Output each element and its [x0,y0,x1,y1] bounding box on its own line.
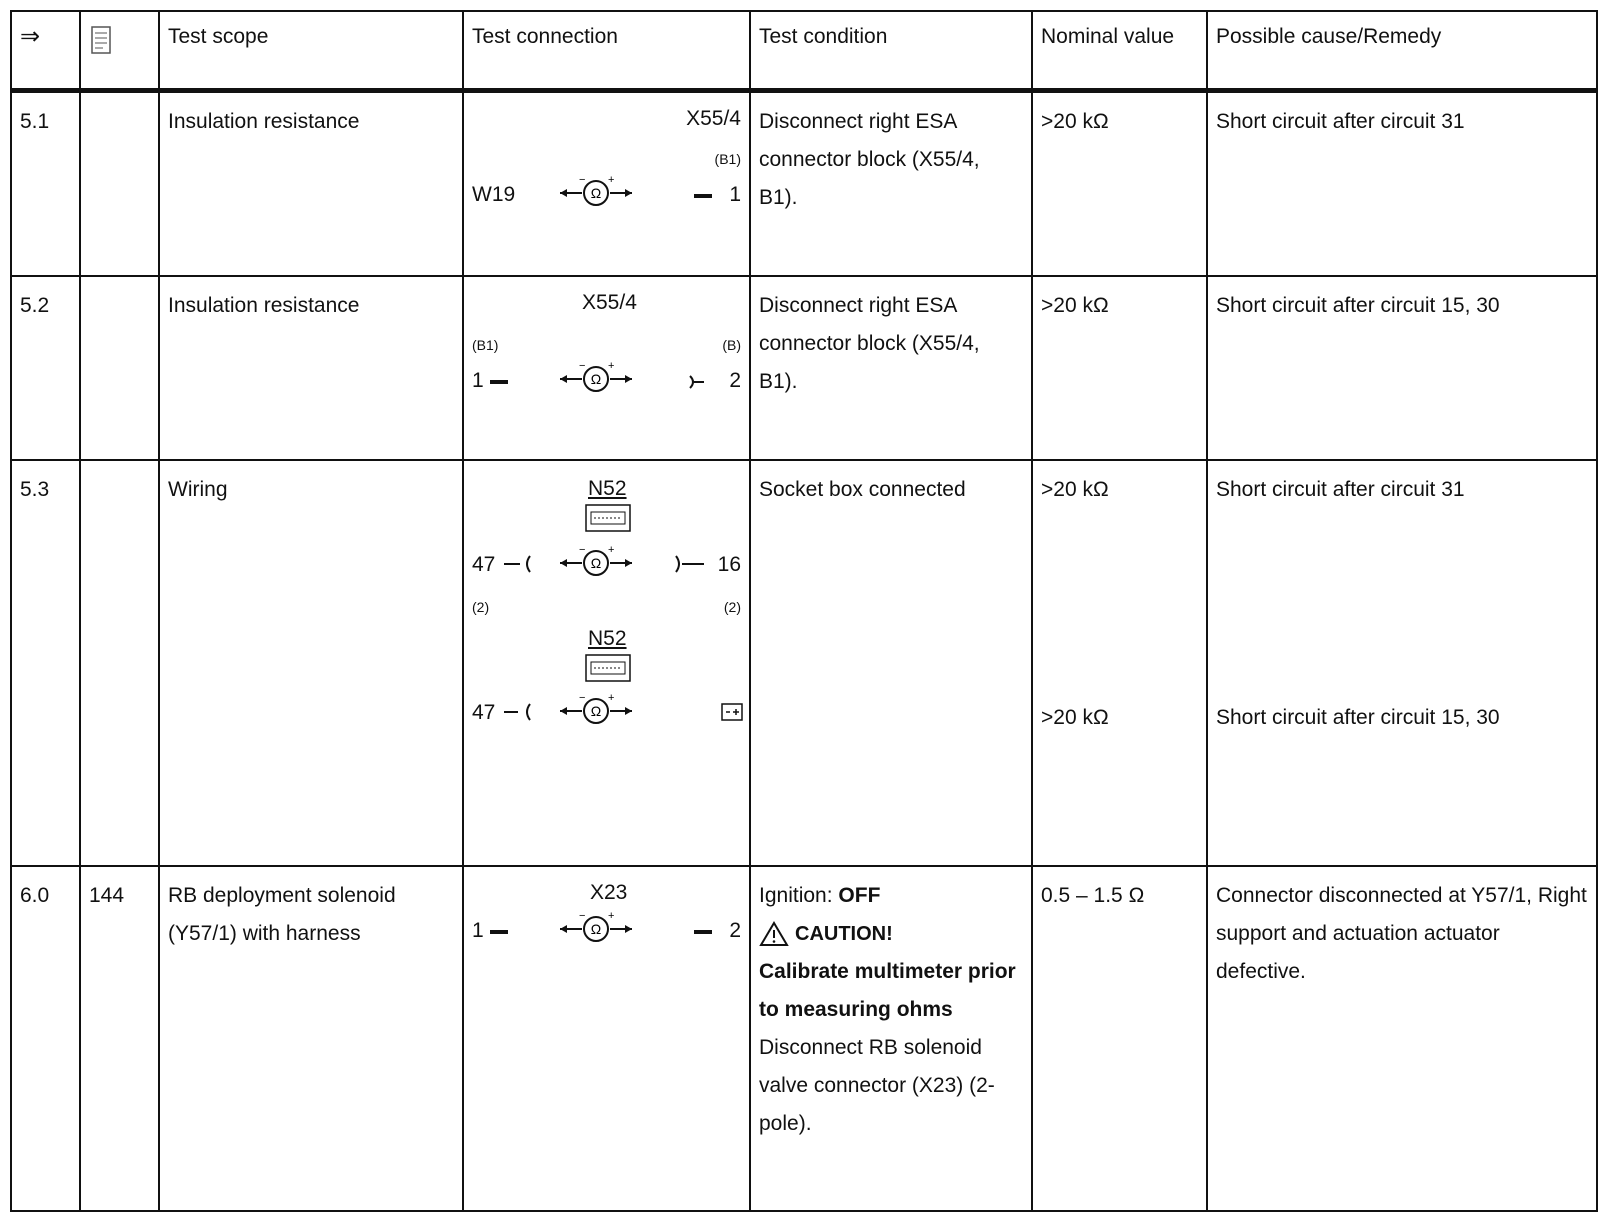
pin-number: 47 [472,553,496,576]
svg-text:−: − [579,544,586,556]
table-row [11,866,1597,1211]
reference-cell [80,460,159,866]
table-header-row [11,11,1597,91]
svg-text:+: + [608,692,615,704]
svg-text:+: + [608,544,615,556]
header-test-connection: Test connection [463,11,750,91]
ohmmeter-icon [556,173,646,213]
socket-box-icon [584,503,632,533]
ohmmeter-icon [556,543,646,583]
connector-sub-label: (B1) [714,151,741,167]
reference-cell [80,91,159,277]
connector-label: X55/4 [686,107,741,130]
possible-cause-1: Short circuit after circuit 31 [1216,478,1465,501]
step-number: 5.2 [11,276,80,460]
nominal-value: 0.5 – 1.5 Ω [1032,866,1207,1211]
svg-text:+: + [608,360,615,372]
svg-text:Ω: Ω [590,371,602,387]
pin-number: 1 [472,369,484,392]
battery-icon [720,701,744,723]
test-scope: Insulation resistance [159,91,463,277]
svg-text:Ω: Ω [590,921,602,937]
test-scope: Wiring [159,460,463,866]
ignition-label: Ignition: [759,884,833,907]
svg-text:−: − [579,174,586,186]
ohmmeter-icon [556,691,646,731]
svg-text:Ω: Ω [590,555,602,571]
header-arrow [11,11,80,91]
svg-text:Ω: Ω [590,185,602,201]
reference-number: 144 [80,866,159,1211]
connector-sub-label: (B) [722,337,741,353]
socket-connector-icon [686,373,708,391]
calibrate-note: Calibrate multimeter prior to measuring ohms [759,960,1016,1021]
schematic-icon [89,24,113,56]
ignition-value: OFF [838,884,881,907]
table-row [11,276,1597,460]
test-scope: RB deployment solenoid (Y57/1) with harness [159,866,463,1211]
connector-label: X55/4 [582,291,637,314]
socket-connector-icon [500,553,540,575]
svg-text:−: − [579,360,586,372]
socket-box-label: N52 [588,627,627,650]
step-number: 5.3 [11,460,80,866]
nominal-value-2: >20 kΩ [1041,706,1109,729]
step-number: 6.0 [11,866,80,1211]
svg-text:+: + [608,910,615,922]
nominal-value [1032,460,1207,866]
header-nominal-value: Nominal value [1032,11,1207,91]
test-condition [750,866,1032,1211]
pin-connector-icon [692,189,714,203]
test-condition: Disconnect right ESA connector block (X55/4, B1). [750,91,1032,277]
svg-text:−: − [579,692,586,704]
socket-box-icon [584,653,632,683]
reference-cell [80,276,159,460]
svg-text:+: + [608,174,615,186]
disconnect-note: Disconnect RB solenoid valve connector (X23) (2-pole). [759,1036,995,1135]
possible-cause: Short circuit after circuit 31 [1207,91,1597,277]
test-scope: Insulation resistance [159,276,463,460]
caution-line [759,915,1023,953]
pin-number: 47 [472,701,496,724]
test-condition: Disconnect right ESA connector block (X55/4, B1). [750,276,1032,460]
pin-number: 1 [729,183,741,206]
table-row [11,91,1597,277]
test-connection [463,276,750,460]
arrow-icon: ⇒ [20,23,41,50]
test-connection [463,91,750,277]
header-test-scope: Test scope [159,11,463,91]
pin-sub-label: (2) [723,599,741,615]
header-test-condition: Test condition [750,11,1032,91]
ignition-line [759,877,1023,915]
nominal-value: >20 kΩ [1032,91,1207,277]
possible-cause [1207,460,1597,866]
step-number: 5.1 [11,91,80,277]
svg-text:−: − [579,910,586,922]
test-connection [463,866,750,1211]
header-possible-cause: Possible cause/Remedy [1207,11,1597,91]
svg-text:Ω: Ω [590,703,602,719]
pin-number: 16 [717,553,741,576]
pin-connector-icon [488,375,510,389]
warning-triangle-icon [759,921,789,947]
pin-sub-label: (2) [472,599,490,615]
ohmmeter-icon [556,909,646,949]
caution-label: CAUTION! [795,923,893,945]
possible-cause-2: Short circuit after circuit 15, 30 [1216,706,1500,729]
socket-box-label: N52 [588,477,627,500]
socket-connector-icon [500,701,540,723]
nominal-value: >20 kΩ [1032,276,1207,460]
pin-connector-icon [488,925,510,939]
possible-cause: Connector disconnected at Y57/1, Right support and actuation actuator defective. [1207,866,1597,1211]
test-connection [463,460,750,866]
header-schematic [80,11,159,91]
connector-sub-label: (B1) [472,337,499,353]
possible-cause: Short circuit after circuit 15, 30 [1207,276,1597,460]
pin-number: 2 [729,369,741,392]
pin-number: 1 [472,919,484,942]
diagnostic-test-table [10,10,1598,1212]
connector-label: X23 [590,881,628,904]
nominal-value-1: >20 kΩ [1041,478,1109,501]
ohmmeter-icon [556,359,646,399]
table-row [11,460,1597,866]
pin-number: 2 [729,919,741,942]
socket-connector-icon [672,553,708,575]
test-condition: Socket box connected [750,460,1032,866]
pin-connector-icon [692,925,714,939]
wire-label: W19 [472,183,516,206]
